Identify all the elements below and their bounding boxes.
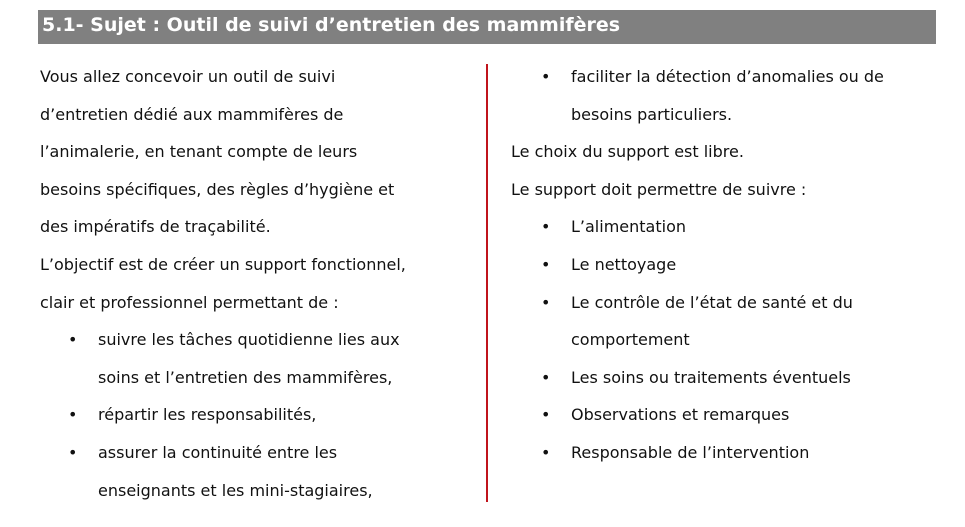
section-header xyxy=(38,10,936,44)
section-title: 5.1- Sujet : Outil de suivi d’entretien des mammifères xyxy=(42,14,621,36)
objective-text: clair et professionnel permettant de : xyxy=(40,292,339,312)
bullet-item-text: Le contrôle de l’état de santé et du • xyxy=(511,284,884,322)
bullet-icon: • xyxy=(68,330,78,350)
bullet-item-text: besoins particuliers. xyxy=(571,104,733,124)
bullet-item-text: assurer la continuité entre les • xyxy=(40,434,406,472)
bullet-icon: • xyxy=(541,67,551,86)
bullet-icon: • xyxy=(541,254,551,274)
intro-text: d’entretien dédié aux mammifères de xyxy=(40,104,344,124)
intro-text: Vous allez concevoir un outil de suivi xyxy=(40,67,336,86)
bullet-item-text: Observations et remarques • xyxy=(511,396,884,434)
bullet-item-text: suivre les tâches quotidienne lies aux • xyxy=(40,321,406,359)
bullet-icon: • xyxy=(541,367,551,387)
intro-text: besoins spécifiques, des règles d’hygiène et xyxy=(40,179,395,199)
column-divider xyxy=(486,64,488,502)
bullet-icon: • xyxy=(68,442,78,462)
bullet-icon: • xyxy=(541,442,551,462)
bullet-item-text: Les soins ou traitements éventuels • xyxy=(511,359,884,397)
bullet-icon: • xyxy=(68,405,78,425)
support-free-text: Le choix du support est libre. xyxy=(511,142,744,162)
bullet-item-text: comportement xyxy=(571,330,690,350)
bullet-icon: • xyxy=(541,405,551,425)
bullet-item-text: Le nettoyage • xyxy=(511,246,884,284)
bullet-item-text: Responsable de l’intervention • xyxy=(511,434,884,472)
support-follow-text: Le support doit permettre de suivre : xyxy=(511,179,807,199)
bullet-icon: • xyxy=(541,217,551,237)
bullet-icon: • xyxy=(541,292,551,312)
intro-text: des impératifs de traçabilité. xyxy=(40,217,271,237)
intro-text: l’animalerie, en tenant compte de leurs xyxy=(40,142,358,162)
left-column xyxy=(40,58,406,509)
bullet-item-text: répartir les responsabilités, • xyxy=(40,396,406,434)
objective-text: L’objectif est de créer un support fonctionnel, xyxy=(40,254,406,274)
right-column xyxy=(511,58,884,472)
bullet-item-text: enseignants et les mini-stagiaires, xyxy=(98,480,373,500)
bullet-item-text: L’alimentation • xyxy=(511,208,884,246)
bullet-item-text: soins et l’entretien des mammifères, xyxy=(98,367,393,387)
bullet-item-text: faciliter la détection d’anomalies ou de • xyxy=(511,58,884,96)
